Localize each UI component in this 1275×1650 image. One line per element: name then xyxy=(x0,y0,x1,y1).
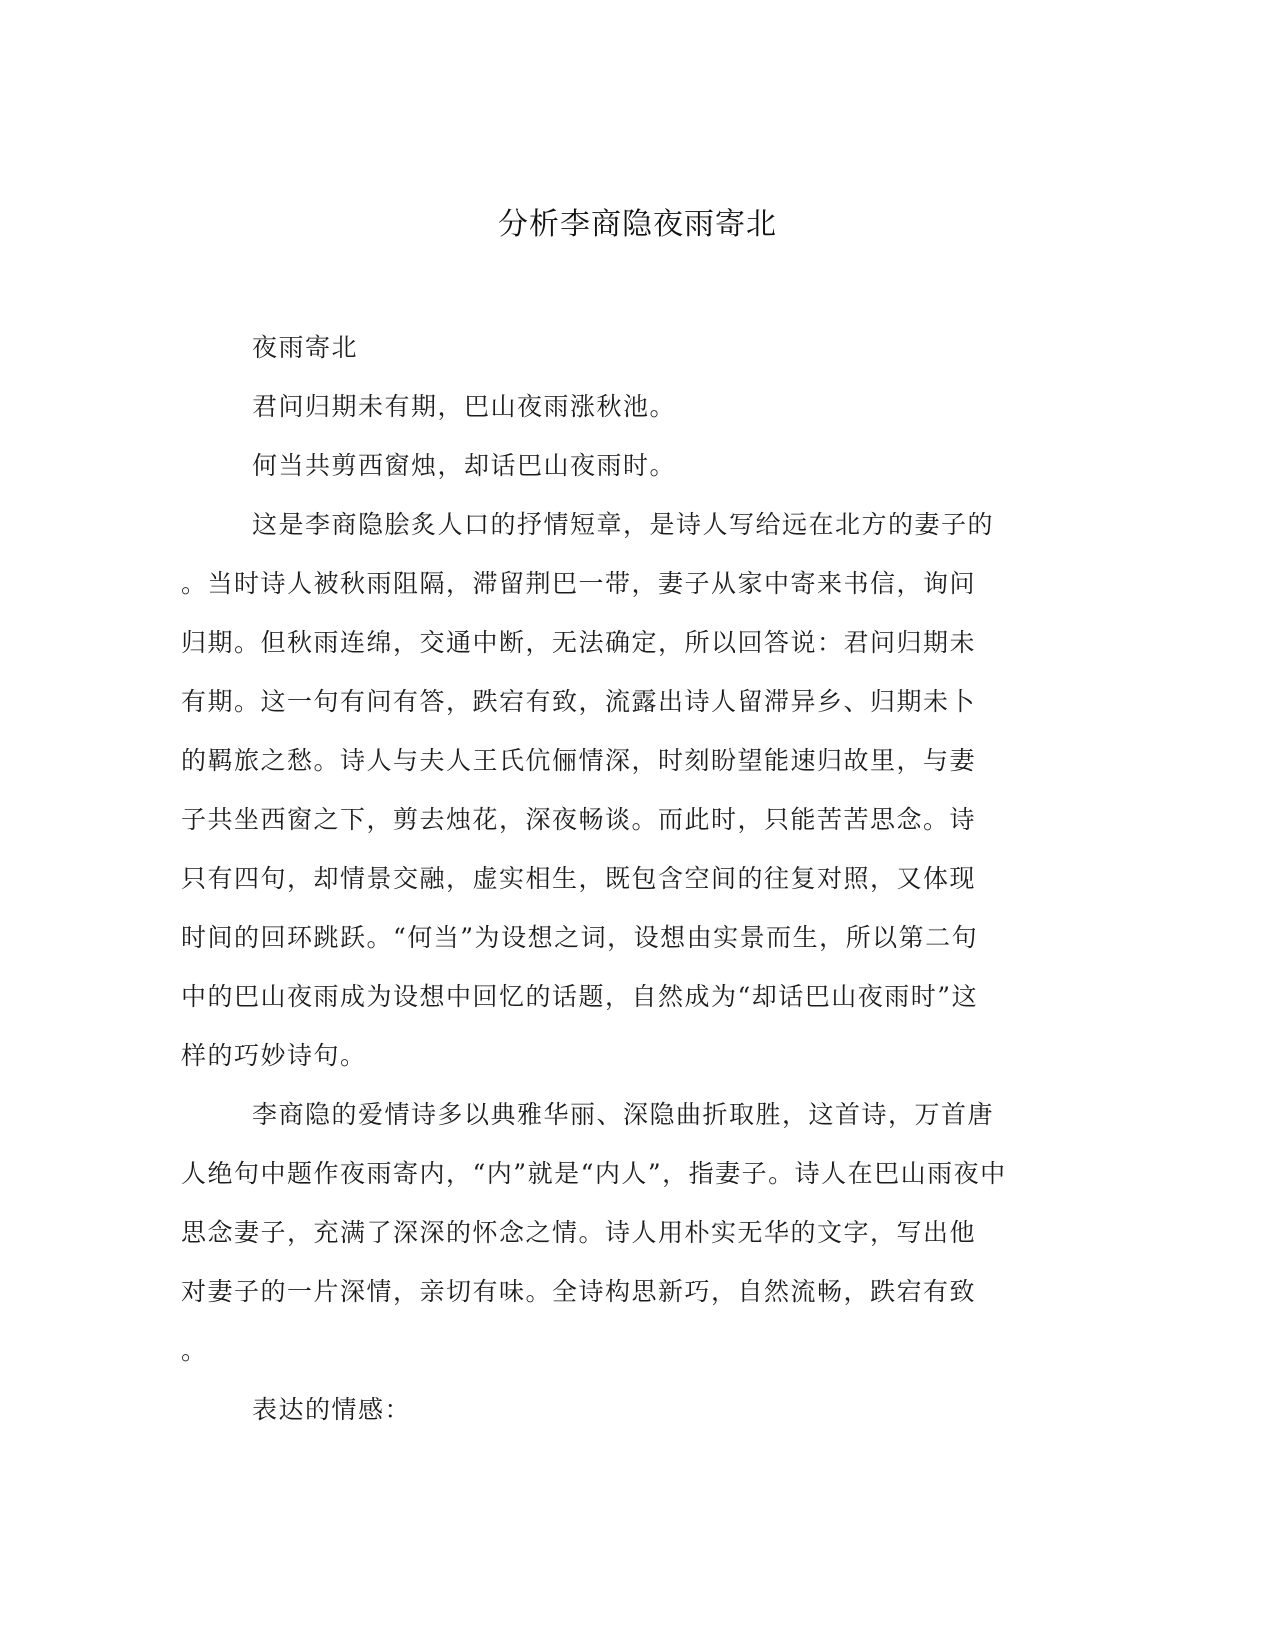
paragraph-2-line: 思念妻子，充满了深深的怀念之情。诗人用朴实无华的文字，写出他 xyxy=(181,1218,977,1247)
poem-line-1: 君问归期未有期，巴山夜雨涨秋池。 xyxy=(252,392,677,421)
paragraph-2-line: 人绝句中题作夜雨寄内，“内”就是“内人”，指妻子。诗人在巴山雨夜中 xyxy=(181,1159,1007,1188)
paragraph-2-line: 对妻子的一片深情，亲切有味。全诗构思新巧，自然流畅，跌宕有致 xyxy=(181,1277,977,1306)
paragraph-1-line: 子共坐西窗之下，剪去烛花，深夜畅谈。而此时，只能苦苦思念。诗 xyxy=(181,805,977,834)
paragraph-2-line: 李商隐的爱情诗多以典雅华丽、深隐曲折取胜，这首诗，万首唐 xyxy=(252,1100,995,1129)
paragraph-1-line: 归期。但秋雨连绵，交通中断，无法确定，所以回答说：君问归期未 xyxy=(181,628,977,657)
paragraph-1-line: 样的巧妙诗句。 xyxy=(181,1041,367,1070)
poem-line-2: 何当共剪西窗烛，却话巴山夜雨时。 xyxy=(252,451,677,480)
paragraph-1-line: 时间的回环跳跃。“何当”为设想之词，设想由实景而生，所以第二句 xyxy=(181,923,979,952)
paragraph-1-line: 。当时诗人被秋雨阻隔，滞留荆巴一带，妻子从家中寄来书信，询问 xyxy=(181,569,977,598)
poem-title: 夜雨寄北 xyxy=(252,333,359,362)
paragraph-1-line: 这是李商隐脍炙人口的抒情短章，是诗人写给远在北方的妻子的 xyxy=(252,510,995,539)
document-title: 分析李商隐夜雨寄北 xyxy=(498,207,777,242)
paragraph-1-line: 的羁旅之愁。诗人与夫人王氏伉俪情深，时刻盼望能速归故里，与妻 xyxy=(181,746,977,775)
paragraph-1-line: 有期。这一句有问有答，跌宕有致，流露出诗人留滞异乡、归期未卜 xyxy=(181,687,977,716)
paragraph-1-line: 中的巴山夜雨成为设想中回忆的话题，自然成为“却话巴山夜雨时”这 xyxy=(181,982,979,1011)
paragraph-1-line: 只有四句，却情景交融，虚实相生，既包含空间的往复对照，又体现 xyxy=(181,864,977,893)
section-heading-emotion: 表达的情感： xyxy=(252,1395,412,1424)
paragraph-2-line: 。 xyxy=(181,1336,208,1365)
document-body xyxy=(181,318,1081,1439)
